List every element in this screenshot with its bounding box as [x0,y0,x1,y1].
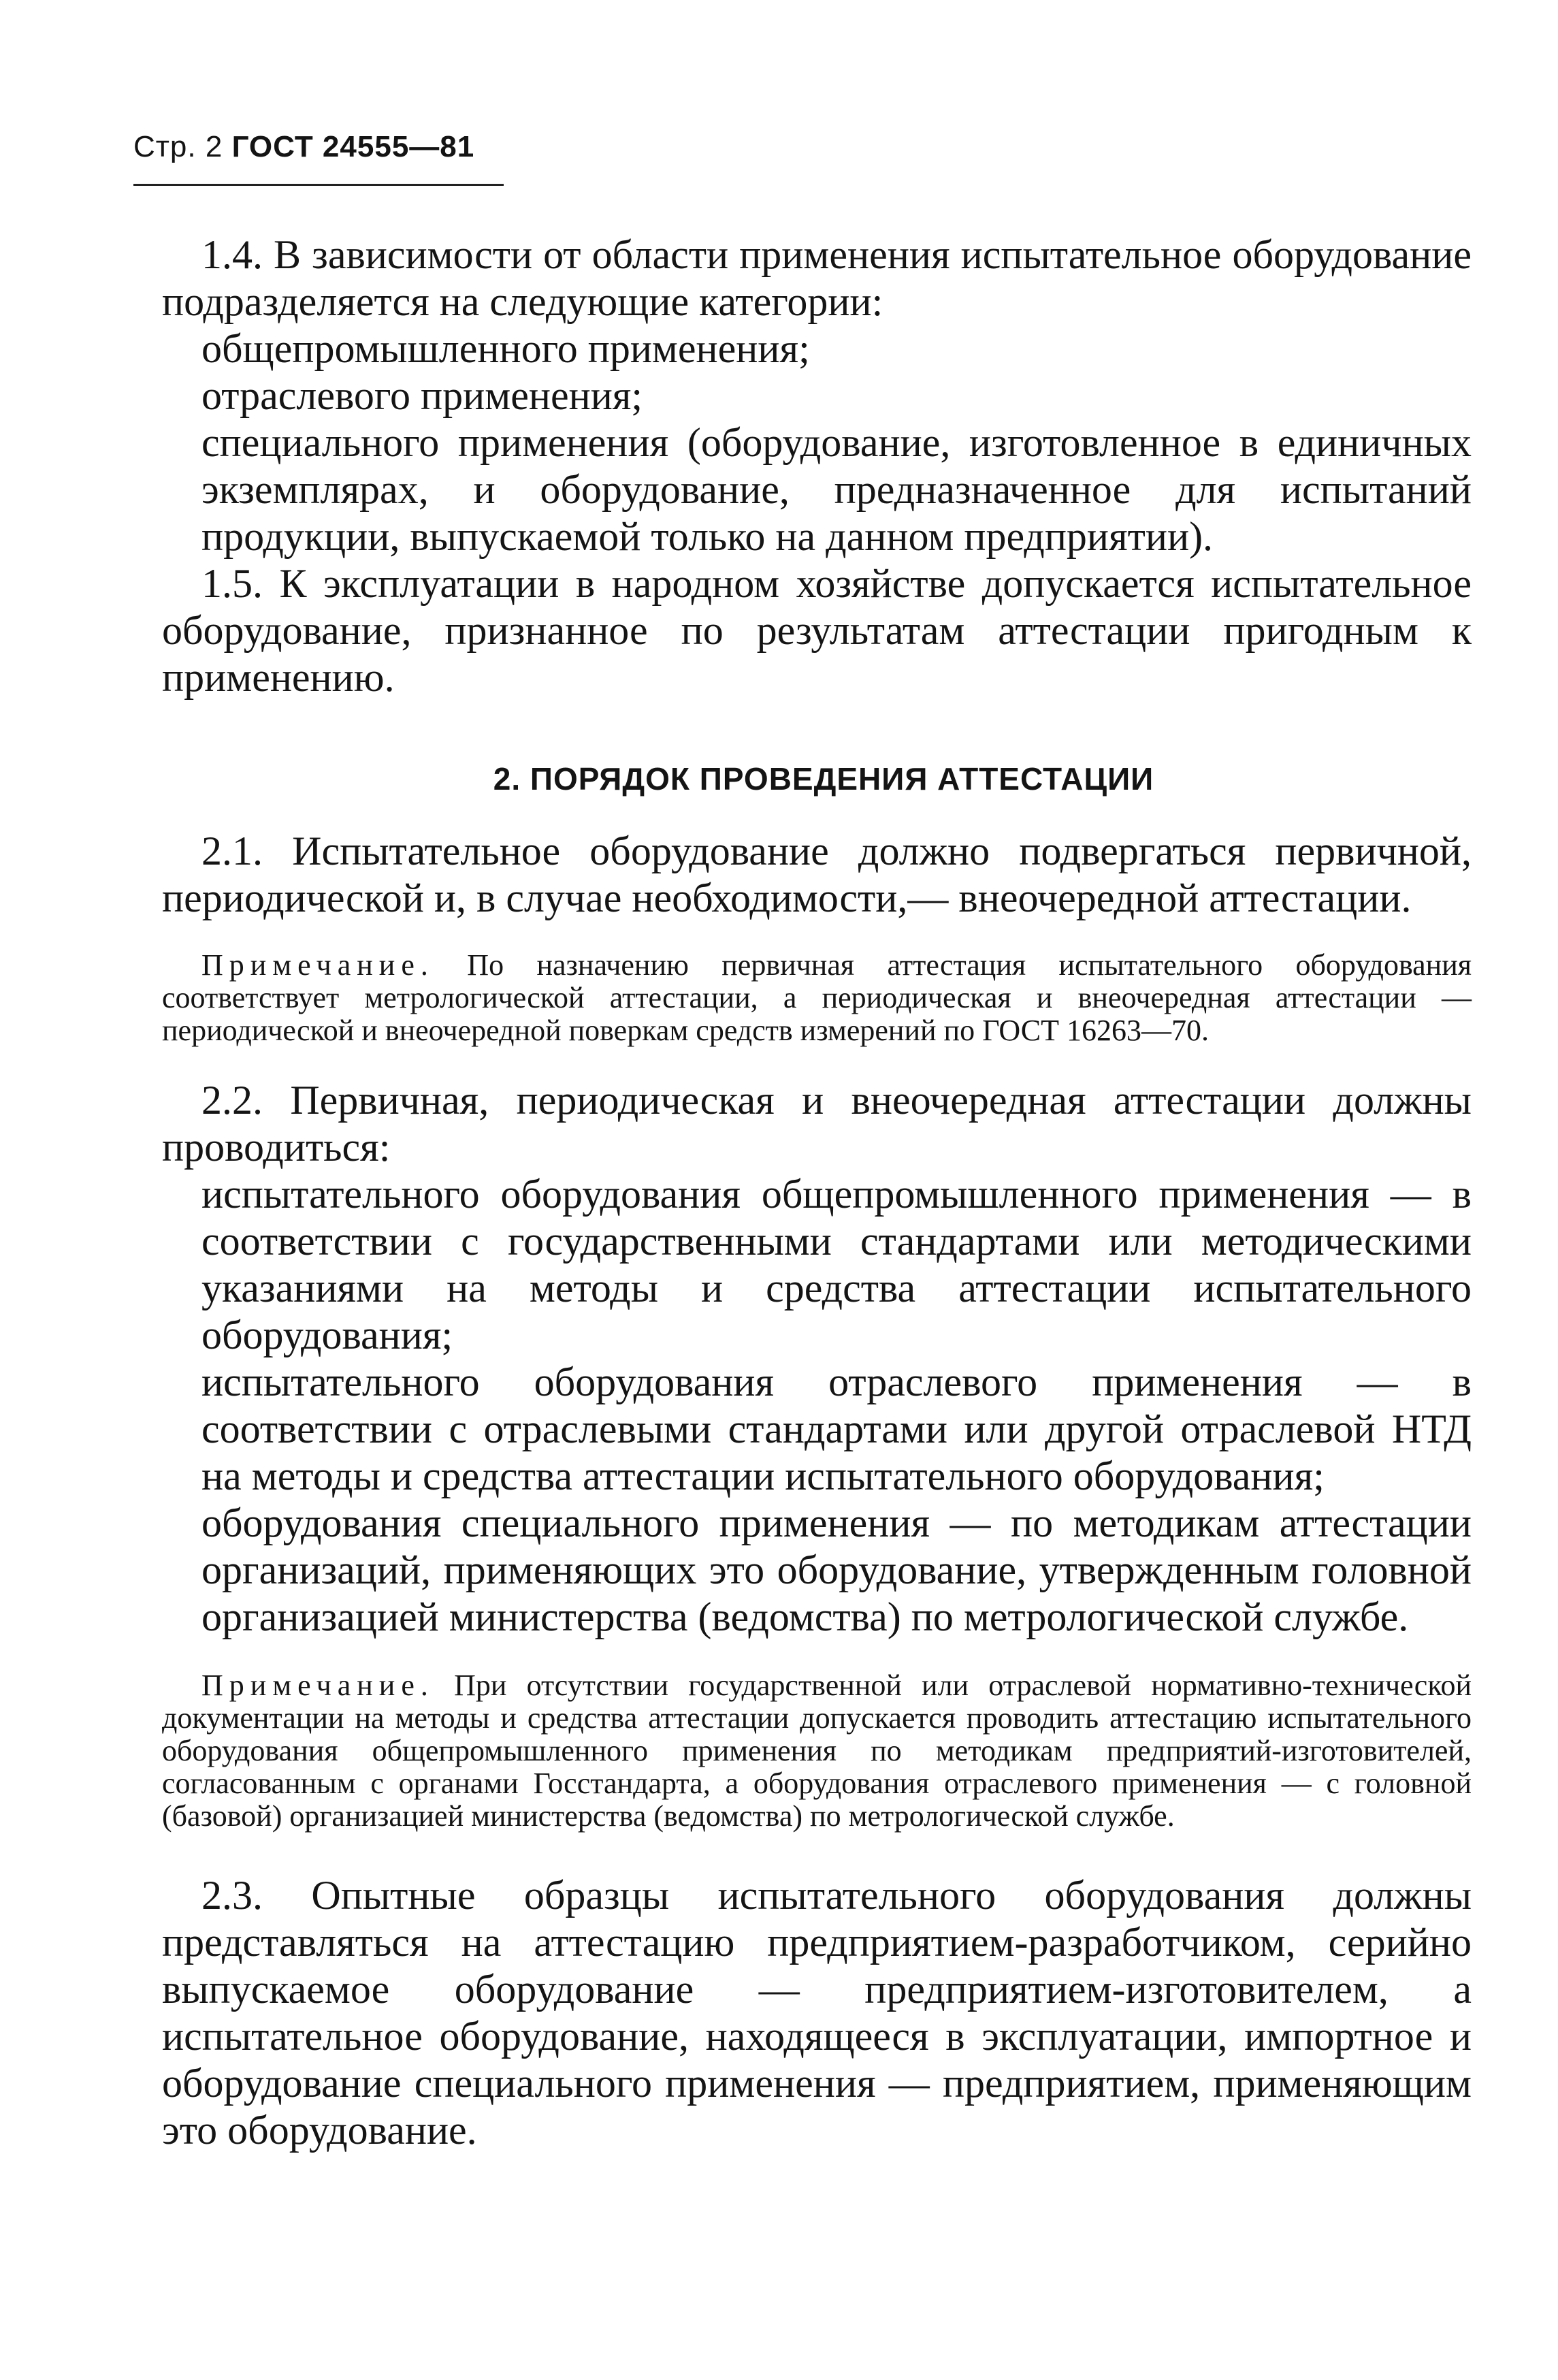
attestation-item: испытательного оборудования общепромышленного применения — в соответствии с государственными стандартами или методическими указаниями на методы и средства аттестации испытательного оборудования; [201,1172,1472,1357]
document-body [162,231,1472,2154]
note-label: Примечание. [201,1669,434,1702]
paragraph-2-1: 2.1. Испытательное оборудование должно подвергаться первичной, периодической и, в случае необходимости,— внеочередной аттестации. [162,829,1472,920]
page-header [133,128,474,166]
page-number: Стр. 2 [133,130,223,163]
category-item: специального применения (оборудование, изготовленное в единичных экземплярах, и оборудование, предназначенное для испытаний продукции, выпускаемой только на данном предприятии). [201,420,1472,559]
header-rule [133,184,504,186]
note-text: По назначению первичная аттестация испытательного оборудования соответствует метрологической аттестации, а периодическая и внеочередная аттестации — периодической и внеочередной поверкам средств измерений по ГОСТ 16263—70. [162,948,1472,1047]
paragraph-1-4: 1.4. В зависимости от области применения испытательное оборудование подразделяется на следующие категории: [162,232,1472,324]
standard-designation: ГОСТ 24555—81 [231,130,475,163]
section-2-title: 2. ПОРЯДОК ПРОВЕДЕНИЯ АТТЕСТАЦИИ [493,761,1154,797]
attestation-item: оборудования специального применения — по методикам аттестации организаций, применяющих это оборудование, утвержденным головной организацией министерства (ведомства) по метрологической службе. [201,1500,1472,1639]
note-label: Примечание. [201,948,434,982]
attestation-item: испытательного оборудования отраслевого применения — в соответствии с отраслевыми стандартами или другой отраслевой НТД на методы и средства аттестации испытательного оборудования; [201,1360,1472,1498]
category-item: общепромышленного применения; [201,326,810,371]
note-2 [162,1669,1472,1833]
paragraph-2-2: 2.2. Первичная, периодическая и внеочередная аттестации должны проводиться: [162,1078,1472,1170]
note-1 [162,949,1472,1047]
paragraph-1-5: 1.5. К эксплуатации в народном хозяйстве допускается испытательное оборудование, признанное по результатам аттестации пригодным к применению. [162,561,1472,700]
paragraph-2-3: 2.3. Опытные образцы испытательного оборудования должны представляться на аттестацию предприятием-разработчиком, серийно выпускаемое оборудование — предприятием-изготовителем, а испытательное оборудование, находящееся в эксплуатации, импортное и оборудование специального применения — предприятием, применяющим это оборудование. [162,1873,1472,2153]
category-item: отраслевого применения; [201,373,643,418]
note-text: При отсутствии государственной или отраслевой нормативно-технической документации на методы и средства аттестации допускается проводить аттестацию испытательного оборудования общепромышленного применения по методикам предприятий-изготовителей, согласованным с органами Госстандарта, а оборудования отраслевого применения — с головной (базовой) организацией министерства (ведомства) по метрологической службе. [162,1669,1472,1833]
